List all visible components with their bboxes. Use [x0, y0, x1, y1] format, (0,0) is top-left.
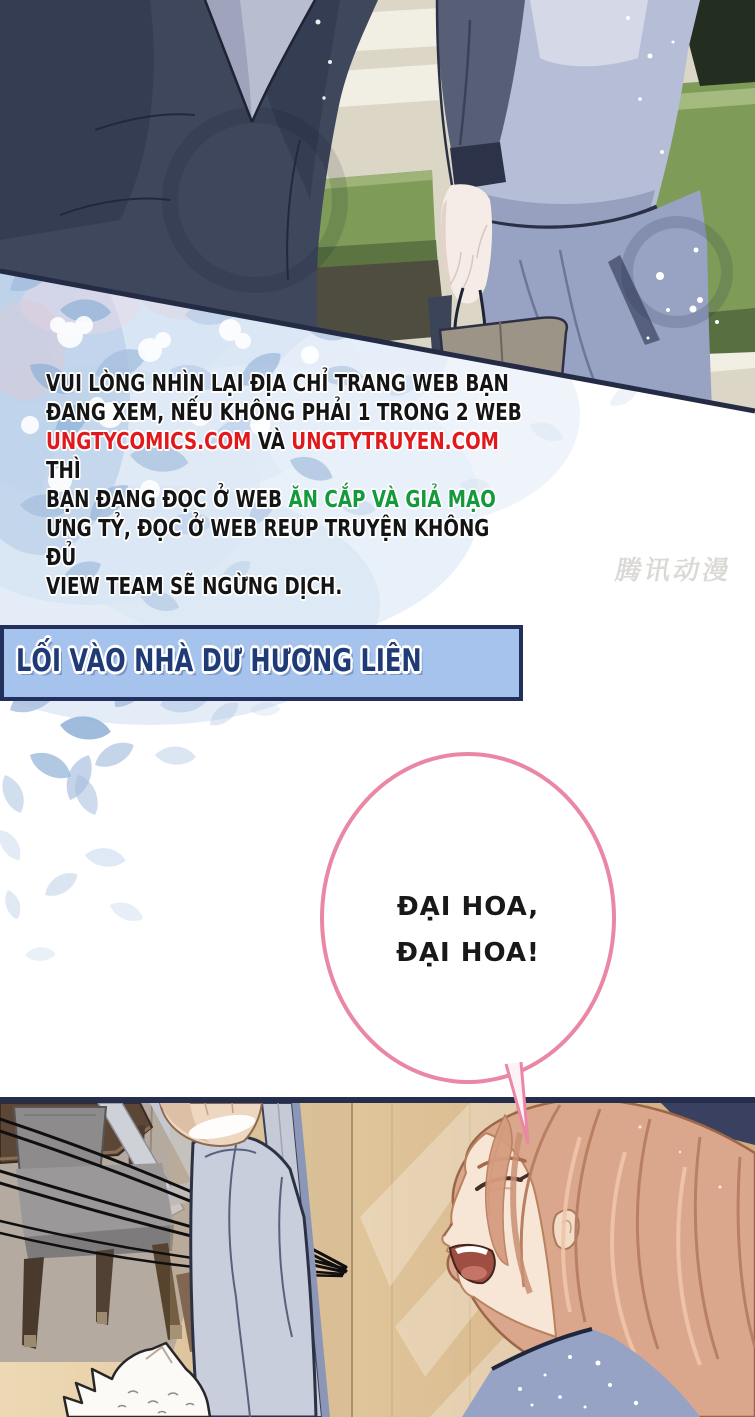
person-right [428, 0, 727, 412]
tencent-comics-watermark: 腾讯动漫 [612, 556, 735, 586]
official-site-url-1: UNGTYCOMICS.COM [46, 427, 252, 455]
speech-bubble [320, 752, 616, 1084]
hedge [688, 0, 755, 86]
chapter-title-banner [0, 625, 523, 701]
anti-piracy-notice [46, 369, 522, 601]
speech-line-2: ĐẠI HOA! [396, 938, 540, 968]
speech-line-1: ĐẠI HOA, [396, 892, 540, 922]
notice-line-6: VIEW TEAM SẼ NGỪNG DỊCH. [46, 572, 343, 600]
panel-woman-waving [0, 1097, 755, 1417]
notice-line-5: ƯNG TỶ, ĐỌC Ở WEB REUP TRUYỆN KHÔNG ĐỦ [46, 514, 490, 571]
sleeve-cuff [450, 142, 506, 190]
notice-line-3: UNGTYCOMICS.COM VÀ UNGTYTRUYEN.COM THÌ [46, 427, 499, 484]
panel-top-border [0, 1097, 755, 1103]
official-site-url-2: UNGTYTRUYEN.COM [291, 427, 499, 455]
notice-line-1: VUI LÒNG NHÌN LẠI ĐỊA CHỈ TRANG WEB BẠN [46, 369, 509, 397]
notice-warning-highlight: ĂN CẮP VÀ GIẢ MẠO [288, 485, 496, 513]
speech-bubble-text [324, 884, 612, 976]
notice-line-2: ĐANG XEM, NẾU KHÔNG PHẢI 1 TRONG 2 WEB [46, 398, 522, 426]
panel-street-scene [0, 0, 755, 415]
notice-line-4: BẠN ĐANG ĐỌC Ở WEB ĂN CẮP VÀ GIẢ MẠO [46, 485, 496, 513]
chapter-title-label: LỐI VÀO NHÀ DƯ HƯƠNG LIÊN [16, 643, 422, 679]
speech-bubble-tail [495, 1055, 545, 1150]
